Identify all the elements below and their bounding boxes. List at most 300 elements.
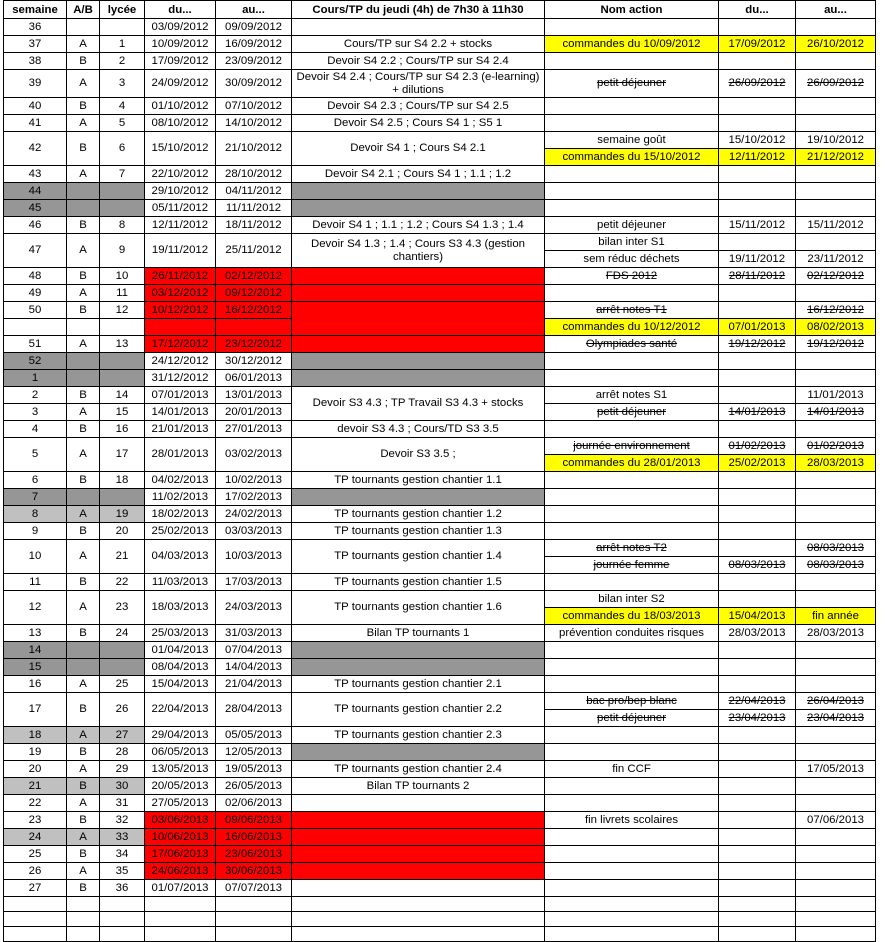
cell-action-au: [796, 863, 876, 880]
cell-action-du: [719, 523, 796, 540]
cell-cours: TP tournants gestion chantier 1.4: [292, 540, 545, 574]
cell-lycee: [100, 353, 145, 370]
cell-au: 23/12/2012: [216, 336, 292, 353]
cell-semaine: 19: [4, 744, 67, 761]
cell-action-au: [796, 421, 876, 438]
empty-row: [4, 897, 876, 912]
cell-cours: Devoir S4 2.1 ; Cours S4 1 ; 1.1 ; 1.2: [292, 166, 545, 183]
cell-action-au: [796, 285, 876, 302]
table-row: [4, 19, 876, 36]
cell-action-name: bilan inter S2: [545, 591, 719, 608]
cell-lycee: 31: [100, 795, 145, 812]
cell-du: 31/12/2012: [145, 370, 216, 387]
cell-semaine: 15: [4, 659, 67, 676]
cell-du: 05/11/2012: [145, 200, 216, 217]
cell-ab: B: [67, 846, 100, 863]
cell-action-name: arrêt notes S1: [545, 387, 719, 404]
cell-action-du: 25/02/2013: [719, 455, 796, 472]
cell-semaine: 46: [4, 217, 67, 234]
cell-cours: TP tournants gestion chantier 1.6: [292, 591, 545, 625]
cell-action-au: 08/03/2013: [796, 557, 876, 574]
cell-ab: [67, 319, 100, 336]
cell-lycee: 36: [100, 880, 145, 897]
cell-action-name: petit déjeuner: [545, 710, 719, 727]
cell-lycee: 28: [100, 744, 145, 761]
cell-au: 02/06/2013: [216, 795, 292, 812]
cell-cours: [292, 183, 545, 200]
cell-au: 12/05/2013: [216, 744, 292, 761]
cell-du: 10/09/2012: [145, 36, 216, 53]
cell-action-name: [545, 285, 719, 302]
cell-du: 27/05/2013: [145, 795, 216, 812]
cell-action-au: [796, 200, 876, 217]
cell-au: 24/02/2013: [216, 506, 292, 523]
header-au: au...: [216, 1, 292, 19]
cell-action-name: bac pro/bep blanc: [545, 693, 719, 710]
cell-action-du: [719, 540, 796, 557]
cell-ab: A: [67, 285, 100, 302]
cell-action-du: [719, 642, 796, 659]
empty-cell: [719, 927, 796, 942]
cell-lycee: 10: [100, 268, 145, 285]
cell-action-au: 08/02/2013: [796, 319, 876, 336]
table-row: [4, 217, 876, 234]
cell-ab: A: [67, 863, 100, 880]
cell-action-name: [545, 659, 719, 676]
cell-cours: TP tournants gestion chantier 1.1: [292, 472, 545, 489]
empty-cell: [292, 897, 545, 912]
table-row: [4, 778, 876, 795]
table-row: [4, 761, 876, 778]
cell-action-du: 08/03/2013: [719, 557, 796, 574]
empty-cell: [67, 912, 100, 927]
cell-du: 28/01/2013: [145, 438, 216, 472]
cell-du: 24/12/2012: [145, 353, 216, 370]
cell-action-name: [545, 642, 719, 659]
cell-du: 01/04/2013: [145, 642, 216, 659]
empty-cell: [4, 927, 67, 942]
cell-action-name: [545, 421, 719, 438]
cell-cours: [292, 285, 545, 302]
cell-semaine: 5: [4, 438, 67, 472]
cell-lycee: 3: [100, 70, 145, 98]
cell-du: 12/11/2012: [145, 217, 216, 234]
cell-lycee: 5: [100, 115, 145, 132]
table-row: [4, 540, 876, 557]
cell-au: 06/01/2013: [216, 370, 292, 387]
schedule-table: [3, 0, 876, 942]
cell-du: 07/01/2013: [145, 387, 216, 404]
cell-action-au: [796, 370, 876, 387]
empty-row: [4, 912, 876, 927]
cell-action-du: [719, 676, 796, 693]
cell-action-name: prévention conduites risques: [545, 625, 719, 642]
cell-action-du: [719, 880, 796, 897]
table-row: [4, 812, 876, 829]
cell-cours: Devoir S4 1 ; 1.1 ; 1.2 ; Cours S4 1.3 ; 1.4: [292, 217, 545, 234]
cell-semaine: 12: [4, 591, 67, 625]
cell-action-au: fin année: [796, 608, 876, 625]
cell-ab: B: [67, 812, 100, 829]
cell-du: 11/03/2013: [145, 574, 216, 591]
header-action-au: au...: [796, 1, 876, 19]
empty-cell: [545, 897, 719, 912]
table-row: [4, 489, 876, 506]
cell-semaine: 24: [4, 829, 67, 846]
cell-lycee: 20: [100, 523, 145, 540]
header-ab: A/B: [67, 1, 100, 19]
table-row: [4, 36, 876, 53]
empty-cell: [145, 912, 216, 927]
table-row: [4, 693, 876, 710]
table-row: [4, 523, 876, 540]
table-row: [4, 166, 876, 183]
cell-action-name: [545, 166, 719, 183]
cell-du: 14/01/2013: [145, 404, 216, 421]
empty-cell: [4, 897, 67, 912]
cell-ab: A: [67, 829, 100, 846]
cell-cours: [292, 489, 545, 506]
cell-action-du: [719, 727, 796, 744]
cell-au: 16/06/2013: [216, 829, 292, 846]
cell-action-du: [719, 200, 796, 217]
cell-au: 07/10/2012: [216, 98, 292, 115]
cell-ab: A: [67, 761, 100, 778]
cell-semaine: 14: [4, 642, 67, 659]
cell-lycee: 26: [100, 693, 145, 727]
cell-ab: A: [67, 591, 100, 625]
cell-lycee: 14: [100, 387, 145, 404]
table-row: [4, 132, 876, 149]
cell-du: 08/10/2012: [145, 115, 216, 132]
cell-cours: TP tournants gestion chantier 2.1: [292, 676, 545, 693]
cell-semaine: 8: [4, 506, 67, 523]
cell-action-name: commandes du 10/12/2012: [545, 319, 719, 336]
table-row: [4, 115, 876, 132]
cell-action-name: [545, 846, 719, 863]
cell-semaine: 23: [4, 812, 67, 829]
table-row: [4, 183, 876, 200]
cell-du: 15/10/2012: [145, 132, 216, 166]
cell-lycee: [100, 642, 145, 659]
cell-action-du: 19/12/2012: [719, 336, 796, 353]
cell-ab: B: [67, 268, 100, 285]
cell-au: 07/04/2013: [216, 642, 292, 659]
cell-au: 09/06/2013: [216, 812, 292, 829]
cell-action-au: [796, 591, 876, 608]
cell-semaine: 21: [4, 778, 67, 795]
cell-action-du: 15/10/2012: [719, 132, 796, 149]
cell-cours: [292, 744, 545, 761]
table-row: [4, 863, 876, 880]
cell-lycee: 12: [100, 302, 145, 319]
cell-cours: Devoir S4 2.2 ; Cours/TP sur S4 2.4: [292, 53, 545, 70]
table-row: [4, 676, 876, 693]
empty-cell: [216, 927, 292, 942]
cell-cours: [292, 302, 545, 336]
cell-au: 09/09/2012: [216, 19, 292, 36]
cell-ab: B: [67, 302, 100, 319]
cell-lycee: 25: [100, 676, 145, 693]
empty-cell: [292, 927, 545, 942]
table-row: [4, 642, 876, 659]
cell-action-name: [545, 676, 719, 693]
empty-cell: [4, 912, 67, 927]
cell-au: 16/12/2012: [216, 302, 292, 319]
cell-action-au: [796, 115, 876, 132]
cell-du: 29/04/2013: [145, 727, 216, 744]
cell-au: 16/09/2012: [216, 36, 292, 53]
cell-action-au: [796, 166, 876, 183]
table-row: [4, 625, 876, 642]
cell-action-au: [796, 846, 876, 863]
cell-action-name: [545, 523, 719, 540]
cell-semaine: 20: [4, 761, 67, 778]
table-row: [4, 727, 876, 744]
cell-au: 05/05/2013: [216, 727, 292, 744]
cell-ab: B: [67, 778, 100, 795]
cell-cours: [292, 880, 545, 897]
cell-action-name: commandes du 15/10/2012: [545, 149, 719, 166]
cell-du: 10/12/2012: [145, 302, 216, 319]
cell-au: 31/03/2013: [216, 625, 292, 642]
cell-action-du: [719, 98, 796, 115]
cell-lycee: [100, 319, 145, 336]
cell-action-name: fin livrets scolaires: [545, 812, 719, 829]
cell-au: 27/01/2013: [216, 421, 292, 438]
cell-semaine: 4: [4, 421, 67, 438]
cell-au: 25/11/2012: [216, 234, 292, 268]
table-row: [4, 285, 876, 302]
table-row: [4, 353, 876, 370]
empty-cell: [100, 912, 145, 927]
cell-du: 21/01/2013: [145, 421, 216, 438]
cell-cours: [292, 863, 545, 880]
cell-action-du: [719, 285, 796, 302]
cell-action-name: petit déjeuner: [545, 70, 719, 98]
cell-action-au: [796, 676, 876, 693]
cell-semaine: 1: [4, 370, 67, 387]
cell-action-du: 12/11/2012: [719, 149, 796, 166]
cell-action-name: arrêt notes T1: [545, 302, 719, 319]
cell-ab: B: [67, 574, 100, 591]
cell-lycee: 27: [100, 727, 145, 744]
header-row: [4, 1, 876, 19]
cell-semaine: 17: [4, 693, 67, 727]
cell-ab: A: [67, 676, 100, 693]
cell-action-du: [719, 591, 796, 608]
cell-action-du: 28/11/2012: [719, 268, 796, 285]
empty-cell: [100, 897, 145, 912]
cell-semaine: 43: [4, 166, 67, 183]
cell-lycee: 29: [100, 761, 145, 778]
cell-action-au: [796, 183, 876, 200]
cell-ab: A: [67, 70, 100, 98]
header-action-du: du...: [719, 1, 796, 19]
cell-cours: [292, 353, 545, 370]
cell-action-name: [545, 19, 719, 36]
cell-action-name: petit déjeuner: [545, 404, 719, 421]
cell-action-au: [796, 53, 876, 70]
cell-action-au: 21/12/2012: [796, 149, 876, 166]
cell-action-name: semaine goût: [545, 132, 719, 149]
cell-du: 24/06/2013: [145, 863, 216, 880]
cell-cours: [292, 829, 545, 846]
cell-ab: [67, 642, 100, 659]
cell-cours: Devoir S4 2.3 ; Cours/TP sur S4 2.5: [292, 98, 545, 115]
cell-action-du: 28/03/2013: [719, 625, 796, 642]
empty-cell: [67, 927, 100, 942]
cell-au: 18/11/2012: [216, 217, 292, 234]
empty-cell: [67, 897, 100, 912]
cell-semaine: 26: [4, 863, 67, 880]
cell-cours: [292, 370, 545, 387]
cell-ab: A: [67, 166, 100, 183]
cell-action-au: 28/03/2013: [796, 455, 876, 472]
empty-cell: [796, 897, 876, 912]
cell-du: 03/06/2013: [145, 812, 216, 829]
cell-du: 11/02/2013: [145, 489, 216, 506]
cell-semaine: 45: [4, 200, 67, 217]
cell-action-du: [719, 659, 796, 676]
cell-action-name: [545, 98, 719, 115]
cell-action-du: 17/09/2012: [719, 36, 796, 53]
table-row: [4, 70, 876, 98]
cell-semaine: 6: [4, 472, 67, 489]
cell-lycee: 2: [100, 53, 145, 70]
cell-action-du: [719, 744, 796, 761]
table-row: [4, 336, 876, 353]
cell-ab: A: [67, 795, 100, 812]
cell-lycee: 17: [100, 438, 145, 472]
cell-action-name: [545, 353, 719, 370]
cell-ab: A: [67, 506, 100, 523]
cell-action-du: [719, 234, 796, 251]
cell-lycee: 30: [100, 778, 145, 795]
cell-cours: [292, 795, 545, 812]
cell-action-name: journée femme: [545, 557, 719, 574]
table-row: [4, 880, 876, 897]
cell-semaine: 41: [4, 115, 67, 132]
cell-au: 03/02/2013: [216, 438, 292, 472]
cell-semaine: 3: [4, 404, 67, 421]
table-row: [4, 659, 876, 676]
cell-action-name: [545, 778, 719, 795]
cell-du: 04/02/2013: [145, 472, 216, 489]
cell-au: 02/12/2012: [216, 268, 292, 285]
cell-ab: A: [67, 115, 100, 132]
cell-action-name: fin CCF: [545, 761, 719, 778]
header-lycee: lycée: [100, 1, 145, 19]
table-row: [4, 795, 876, 812]
cell-action-au: [796, 727, 876, 744]
cell-action-au: 01/02/2013: [796, 438, 876, 455]
cell-du: 19/11/2012: [145, 234, 216, 268]
cell-action-name: [545, 795, 719, 812]
cell-action-du: [719, 421, 796, 438]
cell-semaine: 40: [4, 98, 67, 115]
cell-du: [145, 319, 216, 336]
cell-ab: A: [67, 234, 100, 268]
empty-cell: [719, 912, 796, 927]
cell-lycee: [100, 489, 145, 506]
cell-lycee: [100, 370, 145, 387]
cell-cours: TP tournants gestion chantier 2.3: [292, 727, 545, 744]
cell-ab: B: [67, 217, 100, 234]
cell-du: 17/06/2013: [145, 846, 216, 863]
cell-action-au: [796, 472, 876, 489]
cell-du: 25/03/2013: [145, 625, 216, 642]
cell-du: 25/02/2013: [145, 523, 216, 540]
cell-ab: B: [67, 693, 100, 727]
cell-lycee: 13: [100, 336, 145, 353]
cell-action-au: [796, 642, 876, 659]
cell-au: 19/05/2013: [216, 761, 292, 778]
cell-du: 01/10/2012: [145, 98, 216, 115]
cell-action-du: [719, 829, 796, 846]
cell-action-name: [545, 200, 719, 217]
cell-action-name: [545, 863, 719, 880]
cell-au: 17/03/2013: [216, 574, 292, 591]
cell-action-du: [719, 19, 796, 36]
cell-action-name: [545, 574, 719, 591]
cell-semaine: 13: [4, 625, 67, 642]
cell-action-name: [545, 744, 719, 761]
cell-ab: A: [67, 727, 100, 744]
cell-semaine: 47: [4, 234, 67, 268]
cell-lycee: 18: [100, 472, 145, 489]
cell-du: 26/11/2012: [145, 268, 216, 285]
cell-cours: devoir S3 4.3 ; Cours/TD S3 3.5: [292, 421, 545, 438]
cell-lycee: [100, 200, 145, 217]
cell-cours: [292, 812, 545, 829]
cell-action-name: journée environnement: [545, 438, 719, 455]
cell-semaine: 37: [4, 36, 67, 53]
cell-action-du: [719, 846, 796, 863]
cell-action-du: 15/04/2013: [719, 608, 796, 625]
empty-cell: [545, 927, 719, 942]
cell-cours: TP tournants gestion chantier 2.4: [292, 761, 545, 778]
cell-au: 10/02/2013: [216, 472, 292, 489]
table-row: [4, 302, 876, 319]
table-row: [4, 421, 876, 438]
cell-action-du: [719, 115, 796, 132]
cell-lycee: 34: [100, 846, 145, 863]
cell-lycee: 16: [100, 421, 145, 438]
cell-semaine: 18: [4, 727, 67, 744]
cell-action-du: [719, 370, 796, 387]
cell-cours: TP tournants gestion chantier 2.2: [292, 693, 545, 727]
cell-lycee: [100, 659, 145, 676]
cell-du: 10/06/2013: [145, 829, 216, 846]
cell-lycee: 9: [100, 234, 145, 268]
cell-au: 10/03/2013: [216, 540, 292, 574]
cell-action-name: arrêt notes T2: [545, 540, 719, 557]
cell-action-au: [796, 523, 876, 540]
cell-action-du: [719, 166, 796, 183]
cell-action-name: [545, 472, 719, 489]
cell-du: 15/04/2013: [145, 676, 216, 693]
cell-au: 23/06/2013: [216, 846, 292, 863]
cell-au: 09/12/2012: [216, 285, 292, 302]
cell-action-du: 07/01/2013: [719, 319, 796, 336]
cell-action-au: 11/01/2013: [796, 387, 876, 404]
cell-action-au: [796, 778, 876, 795]
cell-semaine: 10: [4, 540, 67, 574]
cell-lycee: 24: [100, 625, 145, 642]
cell-action-au: [796, 506, 876, 523]
cell-ab: B: [67, 387, 100, 404]
